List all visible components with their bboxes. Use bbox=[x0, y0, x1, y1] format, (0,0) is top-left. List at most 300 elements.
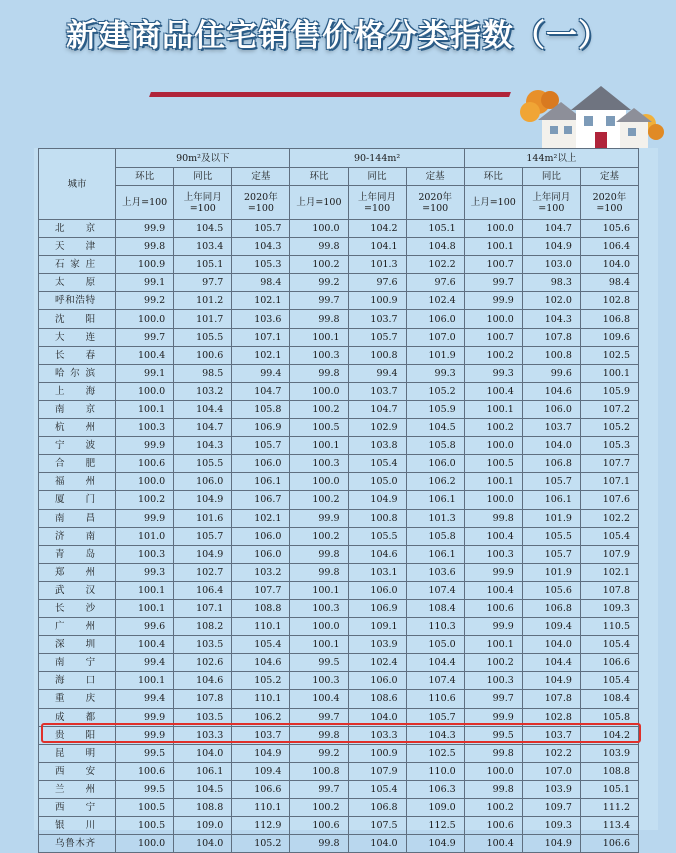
value-cell: 98.4 bbox=[232, 274, 290, 292]
value-cell: 105.7 bbox=[522, 473, 580, 491]
city-cell: 重庆 bbox=[39, 690, 116, 708]
value-cell: 106.7 bbox=[232, 491, 290, 509]
value-cell: 99.5 bbox=[290, 654, 348, 672]
value-cell: 99.9 bbox=[290, 509, 348, 527]
value-cell: 105.2 bbox=[580, 419, 638, 437]
value-cell: 100.7 bbox=[464, 328, 522, 346]
table-row bbox=[39, 762, 639, 780]
value-cell: 102.5 bbox=[580, 346, 638, 364]
value-cell: 101.3 bbox=[406, 509, 464, 527]
value-cell: 100.0 bbox=[464, 762, 522, 780]
value-cell: 105.2 bbox=[232, 672, 290, 690]
city-cell: 青岛 bbox=[39, 545, 116, 563]
value-cell: 107.8 bbox=[580, 581, 638, 599]
value-cell: 103.6 bbox=[406, 563, 464, 581]
sub-header: 环比 bbox=[290, 168, 348, 186]
value-cell: 109.4 bbox=[232, 762, 290, 780]
value-cell: 112.5 bbox=[406, 817, 464, 835]
value-cell: 110.1 bbox=[232, 618, 290, 636]
value-cell: 99.2 bbox=[116, 292, 174, 310]
value-cell: 103.7 bbox=[348, 310, 406, 328]
value-cell: 100.1 bbox=[464, 400, 522, 418]
city-cell: 西安 bbox=[39, 762, 116, 780]
city-cell: 南京 bbox=[39, 400, 116, 418]
value-cell: 105.1 bbox=[406, 220, 464, 238]
value-cell: 107.0 bbox=[522, 762, 580, 780]
value-cell: 104.2 bbox=[348, 220, 406, 238]
value-cell: 100.1 bbox=[116, 599, 174, 617]
table-row bbox=[39, 274, 639, 292]
value-cell: 103.6 bbox=[232, 310, 290, 328]
value-cell: 105.4 bbox=[580, 672, 638, 690]
value-cell: 100.1 bbox=[464, 473, 522, 491]
value-cell: 104.9 bbox=[406, 835, 464, 853]
value-cell: 100.4 bbox=[464, 581, 522, 599]
value-cell: 102.1 bbox=[232, 509, 290, 527]
value-cell: 99.9 bbox=[116, 708, 174, 726]
value-cell: 107.7 bbox=[232, 581, 290, 599]
city-cell: 天津 bbox=[39, 238, 116, 256]
city-cell: 上海 bbox=[39, 382, 116, 400]
value-cell: 107.9 bbox=[580, 545, 638, 563]
value-cell: 99.4 bbox=[116, 690, 174, 708]
value-cell: 99.9 bbox=[464, 618, 522, 636]
value-cell: 99.4 bbox=[348, 364, 406, 382]
price-index-table bbox=[38, 148, 639, 853]
value-cell: 100.1 bbox=[290, 581, 348, 599]
value-cell: 103.0 bbox=[522, 256, 580, 274]
value-cell: 104.9 bbox=[232, 744, 290, 762]
value-cell: 99.8 bbox=[290, 835, 348, 853]
group-header: 90-144m² bbox=[290, 149, 464, 168]
value-cell: 99.4 bbox=[116, 654, 174, 672]
value-cell: 105.4 bbox=[348, 455, 406, 473]
value-cell: 105.0 bbox=[348, 473, 406, 491]
value-cell: 100.0 bbox=[116, 835, 174, 853]
value-cell: 104.0 bbox=[174, 835, 232, 853]
group-header: 144m²以上 bbox=[464, 149, 638, 168]
value-cell: 107.1 bbox=[580, 473, 638, 491]
table-row bbox=[39, 563, 639, 581]
value-cell: 102.1 bbox=[232, 346, 290, 364]
value-cell: 104.4 bbox=[522, 654, 580, 672]
value-cell: 108.4 bbox=[580, 690, 638, 708]
value-cell: 103.2 bbox=[232, 563, 290, 581]
value-cell: 113.4 bbox=[580, 817, 638, 835]
value-cell: 101.9 bbox=[522, 509, 580, 527]
base-header: 2020年=100 bbox=[232, 186, 290, 220]
value-cell: 100.2 bbox=[464, 799, 522, 817]
value-cell: 100.4 bbox=[464, 835, 522, 853]
table-row bbox=[39, 672, 639, 690]
value-cell: 100.0 bbox=[464, 310, 522, 328]
city-cell: 沈阳 bbox=[39, 310, 116, 328]
value-cell: 100.3 bbox=[290, 346, 348, 364]
value-cell: 104.9 bbox=[348, 491, 406, 509]
value-cell: 99.2 bbox=[290, 744, 348, 762]
value-cell: 99.3 bbox=[464, 364, 522, 382]
base-header: 上月=100 bbox=[290, 186, 348, 220]
value-cell: 103.7 bbox=[522, 726, 580, 744]
table-row bbox=[39, 726, 639, 744]
value-cell: 100.9 bbox=[348, 292, 406, 310]
value-cell: 107.0 bbox=[406, 328, 464, 346]
value-cell: 106.8 bbox=[348, 799, 406, 817]
city-cell: 北京 bbox=[39, 220, 116, 238]
value-cell: 105.4 bbox=[580, 527, 638, 545]
value-cell: 107.7 bbox=[580, 455, 638, 473]
value-cell: 100.3 bbox=[116, 545, 174, 563]
value-cell: 105.3 bbox=[580, 437, 638, 455]
value-cell: 106.9 bbox=[232, 419, 290, 437]
value-cell: 109.0 bbox=[174, 817, 232, 835]
value-cell: 107.9 bbox=[348, 762, 406, 780]
value-cell: 105.2 bbox=[232, 835, 290, 853]
value-cell: 107.1 bbox=[174, 599, 232, 617]
value-cell: 109.6 bbox=[580, 328, 638, 346]
table-row bbox=[39, 437, 639, 455]
value-cell: 108.8 bbox=[580, 762, 638, 780]
city-cell: 呼和浩特 bbox=[39, 292, 116, 310]
table-body bbox=[39, 220, 639, 853]
table-row bbox=[39, 509, 639, 527]
table-row bbox=[39, 292, 639, 310]
value-cell: 100.2 bbox=[290, 527, 348, 545]
value-cell: 112.9 bbox=[232, 817, 290, 835]
value-cell: 99.1 bbox=[116, 364, 174, 382]
value-cell: 105.6 bbox=[522, 581, 580, 599]
value-cell: 104.9 bbox=[174, 491, 232, 509]
sub-header: 定基 bbox=[406, 168, 464, 186]
value-cell: 100.6 bbox=[116, 762, 174, 780]
value-cell: 99.8 bbox=[290, 563, 348, 581]
value-cell: 111.2 bbox=[580, 799, 638, 817]
value-cell: 104.7 bbox=[174, 419, 232, 437]
value-cell: 99.7 bbox=[464, 690, 522, 708]
value-cell: 100.9 bbox=[116, 256, 174, 274]
value-cell: 106.0 bbox=[406, 310, 464, 328]
value-cell: 102.0 bbox=[522, 292, 580, 310]
value-cell: 106.9 bbox=[348, 599, 406, 617]
value-cell: 110.3 bbox=[406, 618, 464, 636]
value-cell: 101.3 bbox=[348, 256, 406, 274]
value-cell: 103.7 bbox=[522, 419, 580, 437]
city-cell: 南宁 bbox=[39, 654, 116, 672]
value-cell: 100.0 bbox=[116, 473, 174, 491]
value-cell: 103.3 bbox=[348, 726, 406, 744]
city-cell: 海口 bbox=[39, 672, 116, 690]
value-cell: 100.0 bbox=[464, 437, 522, 455]
value-cell: 106.1 bbox=[174, 762, 232, 780]
city-cell: 银川 bbox=[39, 817, 116, 835]
value-cell: 106.8 bbox=[580, 310, 638, 328]
value-cell: 100.4 bbox=[464, 382, 522, 400]
sub-header: 同比 bbox=[348, 168, 406, 186]
value-cell: 106.0 bbox=[522, 400, 580, 418]
value-cell: 103.4 bbox=[174, 238, 232, 256]
table-row bbox=[39, 328, 639, 346]
value-cell: 105.9 bbox=[406, 400, 464, 418]
value-cell: 110.1 bbox=[232, 799, 290, 817]
value-cell: 103.5 bbox=[174, 636, 232, 654]
value-cell: 105.7 bbox=[232, 220, 290, 238]
table-row bbox=[39, 220, 639, 238]
value-cell: 107.8 bbox=[522, 690, 580, 708]
value-cell: 100.0 bbox=[116, 382, 174, 400]
value-cell: 100.3 bbox=[290, 672, 348, 690]
table-row bbox=[39, 545, 639, 563]
value-cell: 100.2 bbox=[464, 654, 522, 672]
value-cell: 104.6 bbox=[232, 654, 290, 672]
value-cell: 99.5 bbox=[464, 726, 522, 744]
value-cell: 110.5 bbox=[580, 618, 638, 636]
value-cell: 106.1 bbox=[406, 545, 464, 563]
value-cell: 105.9 bbox=[580, 382, 638, 400]
value-cell: 100.0 bbox=[290, 618, 348, 636]
value-cell: 104.0 bbox=[522, 437, 580, 455]
value-cell: 99.6 bbox=[116, 618, 174, 636]
value-cell: 99.9 bbox=[464, 563, 522, 581]
value-cell: 104.0 bbox=[580, 256, 638, 274]
value-cell: 99.8 bbox=[290, 238, 348, 256]
sub-header: 环比 bbox=[464, 168, 522, 186]
value-cell: 104.8 bbox=[406, 238, 464, 256]
value-cell: 104.0 bbox=[348, 835, 406, 853]
value-cell: 105.5 bbox=[174, 455, 232, 473]
table-row bbox=[39, 455, 639, 473]
value-cell: 101.2 bbox=[174, 292, 232, 310]
houses-illustration-icon bbox=[516, 80, 666, 150]
value-cell: 100.5 bbox=[464, 455, 522, 473]
value-cell: 105.1 bbox=[580, 780, 638, 798]
value-cell: 104.3 bbox=[522, 310, 580, 328]
sub-header: 定基 bbox=[580, 168, 638, 186]
value-cell: 99.9 bbox=[116, 509, 174, 527]
value-cell: 100.8 bbox=[348, 346, 406, 364]
base-header: 上年同月=100 bbox=[522, 186, 580, 220]
value-cell: 104.7 bbox=[348, 400, 406, 418]
value-cell: 109.7 bbox=[522, 799, 580, 817]
value-cell: 107.6 bbox=[580, 491, 638, 509]
value-cell: 100.6 bbox=[290, 817, 348, 835]
value-cell: 98.4 bbox=[580, 274, 638, 292]
page-title: 新建商品住宅销售价格分类指数（一） bbox=[66, 18, 610, 54]
table-row bbox=[39, 491, 639, 509]
city-cell: 杭州 bbox=[39, 419, 116, 437]
table-row bbox=[39, 835, 639, 853]
value-cell: 105.4 bbox=[232, 636, 290, 654]
value-cell: 100.6 bbox=[464, 817, 522, 835]
value-cell: 105.8 bbox=[232, 400, 290, 418]
value-cell: 106.0 bbox=[232, 527, 290, 545]
value-cell: 104.0 bbox=[522, 636, 580, 654]
value-cell: 103.9 bbox=[580, 744, 638, 762]
value-cell: 100.5 bbox=[290, 419, 348, 437]
value-cell: 107.8 bbox=[174, 690, 232, 708]
value-cell: 105.8 bbox=[406, 527, 464, 545]
table-row bbox=[39, 780, 639, 798]
value-cell: 97.7 bbox=[174, 274, 232, 292]
value-cell: 100.3 bbox=[464, 672, 522, 690]
city-cell: 西宁 bbox=[39, 799, 116, 817]
table-row bbox=[39, 654, 639, 672]
value-cell: 100.7 bbox=[464, 256, 522, 274]
base-header: 2020年=100 bbox=[580, 186, 638, 220]
value-cell: 102.1 bbox=[232, 292, 290, 310]
city-cell: 郑州 bbox=[39, 563, 116, 581]
value-cell: 99.9 bbox=[116, 726, 174, 744]
value-cell: 97.6 bbox=[406, 274, 464, 292]
value-cell: 102.2 bbox=[522, 744, 580, 762]
value-cell: 106.3 bbox=[406, 780, 464, 798]
sub-header: 同比 bbox=[522, 168, 580, 186]
value-cell: 102.4 bbox=[406, 292, 464, 310]
value-cell: 105.7 bbox=[174, 527, 232, 545]
value-cell: 100.2 bbox=[290, 491, 348, 509]
table-row bbox=[39, 708, 639, 726]
value-cell: 100.2 bbox=[464, 419, 522, 437]
value-cell: 106.0 bbox=[174, 473, 232, 491]
value-cell: 99.5 bbox=[116, 780, 174, 798]
value-cell: 108.6 bbox=[348, 690, 406, 708]
value-cell: 99.8 bbox=[290, 545, 348, 563]
value-cell: 105.7 bbox=[406, 708, 464, 726]
value-cell: 100.1 bbox=[116, 581, 174, 599]
value-cell: 100.4 bbox=[116, 346, 174, 364]
value-cell: 99.8 bbox=[290, 364, 348, 382]
value-cell: 107.5 bbox=[348, 817, 406, 835]
value-cell: 106.6 bbox=[580, 654, 638, 672]
value-cell: 99.7 bbox=[290, 292, 348, 310]
value-cell: 106.1 bbox=[232, 473, 290, 491]
value-cell: 101.9 bbox=[406, 346, 464, 364]
value-cell: 105.4 bbox=[580, 636, 638, 654]
city-cell: 合肥 bbox=[39, 455, 116, 473]
value-cell: 105.2 bbox=[406, 382, 464, 400]
value-cell: 100.8 bbox=[348, 509, 406, 527]
value-cell: 104.3 bbox=[406, 726, 464, 744]
value-cell: 102.4 bbox=[348, 654, 406, 672]
value-cell: 103.2 bbox=[174, 382, 232, 400]
value-cell: 104.9 bbox=[174, 545, 232, 563]
value-cell: 106.0 bbox=[232, 455, 290, 473]
table-row bbox=[39, 799, 639, 817]
value-cell: 99.7 bbox=[290, 780, 348, 798]
value-cell: 105.5 bbox=[522, 527, 580, 545]
value-cell: 104.5 bbox=[406, 419, 464, 437]
value-cell: 104.1 bbox=[348, 238, 406, 256]
value-cell: 100.3 bbox=[464, 545, 522, 563]
table-row bbox=[39, 238, 639, 256]
value-cell: 100.5 bbox=[116, 817, 174, 835]
table-row bbox=[39, 599, 639, 617]
value-cell: 100.1 bbox=[116, 400, 174, 418]
value-cell: 104.2 bbox=[580, 726, 638, 744]
value-cell: 100.2 bbox=[290, 799, 348, 817]
value-cell: 105.8 bbox=[406, 437, 464, 455]
table-row bbox=[39, 817, 639, 835]
value-cell: 105.7 bbox=[348, 328, 406, 346]
city-cell: 大连 bbox=[39, 328, 116, 346]
value-cell: 104.9 bbox=[522, 672, 580, 690]
value-cell: 104.4 bbox=[174, 400, 232, 418]
value-cell: 102.8 bbox=[580, 292, 638, 310]
value-cell: 106.4 bbox=[580, 238, 638, 256]
table-row bbox=[39, 346, 639, 364]
city-cell: 厦门 bbox=[39, 491, 116, 509]
value-cell: 100.6 bbox=[174, 346, 232, 364]
value-cell: 102.9 bbox=[348, 419, 406, 437]
value-cell: 106.1 bbox=[522, 491, 580, 509]
city-cell: 石家庄 bbox=[39, 256, 116, 274]
value-cell: 104.0 bbox=[348, 708, 406, 726]
value-cell: 110.0 bbox=[406, 762, 464, 780]
value-cell: 100.2 bbox=[290, 256, 348, 274]
value-cell: 97.6 bbox=[348, 274, 406, 292]
value-cell: 104.9 bbox=[522, 238, 580, 256]
value-cell: 100.3 bbox=[290, 455, 348, 473]
value-cell: 105.4 bbox=[348, 780, 406, 798]
value-cell: 103.3 bbox=[174, 726, 232, 744]
city-cell: 南昌 bbox=[39, 509, 116, 527]
table-row bbox=[39, 256, 639, 274]
value-cell: 99.6 bbox=[522, 364, 580, 382]
value-cell: 104.7 bbox=[232, 382, 290, 400]
value-cell: 99.5 bbox=[116, 744, 174, 762]
group-header: 90m²及以下 bbox=[116, 149, 290, 168]
value-cell: 109.0 bbox=[406, 799, 464, 817]
value-cell: 102.2 bbox=[580, 509, 638, 527]
value-cell: 99.8 bbox=[290, 310, 348, 328]
value-cell: 103.1 bbox=[348, 563, 406, 581]
base-header: 上年同月=100 bbox=[348, 186, 406, 220]
value-cell: 102.5 bbox=[406, 744, 464, 762]
value-cell: 99.8 bbox=[290, 726, 348, 744]
value-cell: 99.4 bbox=[232, 364, 290, 382]
city-cell: 深圳 bbox=[39, 636, 116, 654]
table-row bbox=[39, 527, 639, 545]
value-cell: 106.0 bbox=[348, 581, 406, 599]
value-cell: 98.5 bbox=[174, 364, 232, 382]
value-cell: 99.8 bbox=[116, 238, 174, 256]
value-cell: 104.6 bbox=[174, 672, 232, 690]
value-cell: 100.0 bbox=[290, 220, 348, 238]
value-cell: 99.7 bbox=[116, 328, 174, 346]
value-cell: 104.5 bbox=[174, 220, 232, 238]
value-cell: 100.1 bbox=[116, 672, 174, 690]
value-cell: 109.3 bbox=[580, 599, 638, 617]
sub-header: 环比 bbox=[116, 168, 174, 186]
value-cell: 105.6 bbox=[580, 220, 638, 238]
value-cell: 110.6 bbox=[406, 690, 464, 708]
value-cell: 100.2 bbox=[290, 400, 348, 418]
value-cell: 100.4 bbox=[116, 636, 174, 654]
base-header: 上年同月=100 bbox=[174, 186, 232, 220]
sub-header: 定基 bbox=[232, 168, 290, 186]
value-cell: 105.3 bbox=[232, 256, 290, 274]
value-cell: 100.2 bbox=[116, 491, 174, 509]
value-cell: 100.4 bbox=[464, 527, 522, 545]
value-cell: 107.4 bbox=[406, 581, 464, 599]
table-row bbox=[39, 310, 639, 328]
table-row bbox=[39, 419, 639, 437]
value-cell: 106.2 bbox=[232, 708, 290, 726]
value-cell: 101.7 bbox=[174, 310, 232, 328]
value-cell: 108.4 bbox=[406, 599, 464, 617]
city-cell: 昆明 bbox=[39, 744, 116, 762]
value-cell: 103.8 bbox=[348, 437, 406, 455]
value-cell: 104.3 bbox=[174, 437, 232, 455]
